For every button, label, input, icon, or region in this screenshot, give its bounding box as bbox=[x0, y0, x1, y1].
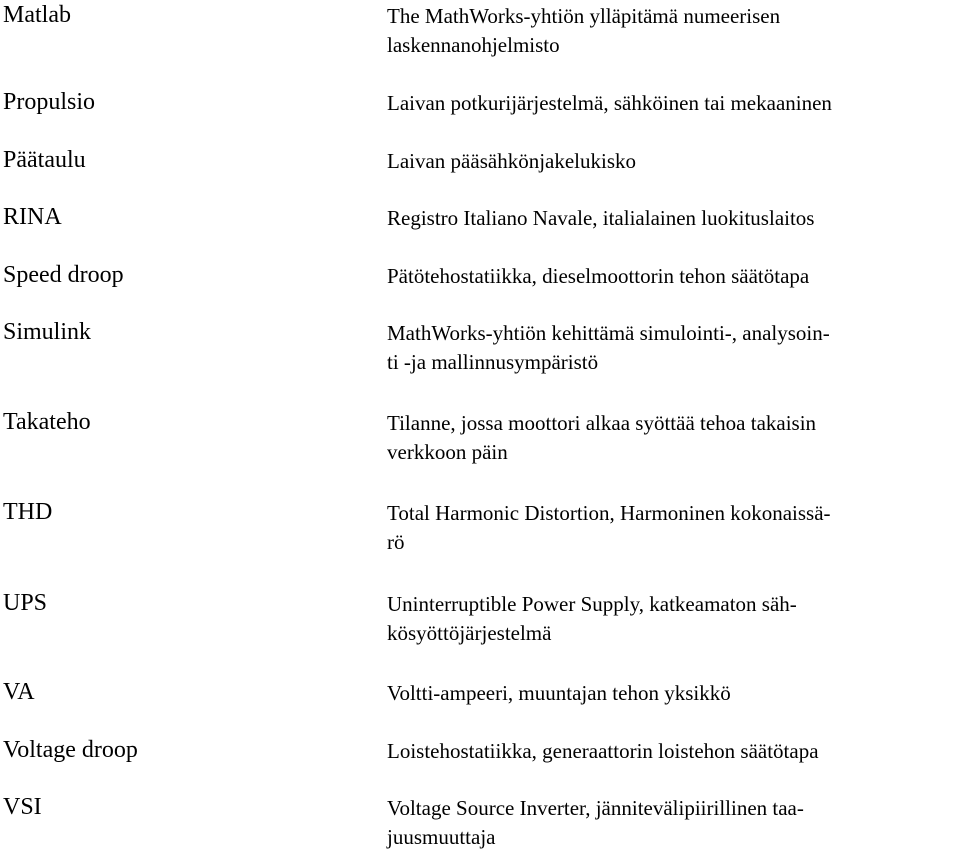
definition-line: rö bbox=[387, 529, 405, 554]
definition bbox=[387, 147, 952, 176]
definition-line: Voltti-ampeeri, muuntajan tehon yksikkö bbox=[387, 681, 731, 705]
definition bbox=[387, 2, 952, 59]
definition bbox=[387, 499, 952, 556]
definition-line: Loistehostatiikka, generaattorin loistehon säätötapa bbox=[387, 739, 819, 763]
term: Takateho bbox=[3, 409, 91, 435]
definition-line: Laivan pääsähkönjakelukisko bbox=[387, 149, 637, 173]
definition-line: ti -ja mallinnusympäristö bbox=[387, 349, 599, 374]
definition-line: Laivan potkurijärjestelmä, sähköinen tai mekaaninen bbox=[387, 91, 832, 115]
definition-line: The MathWorks-yhtiön ylläpitämä numeerisen bbox=[387, 4, 781, 28]
term: Voltage droop bbox=[3, 737, 138, 763]
definition-line: laskennanohjelmisto bbox=[387, 32, 560, 57]
definition-line: Pätötehostatiikka, dieselmoottorin tehon säätötapa bbox=[387, 264, 810, 288]
definition bbox=[387, 89, 952, 118]
definition-line: Registro Italiano Navale, italialainen luokituslaitos bbox=[387, 206, 815, 230]
definition bbox=[387, 679, 952, 708]
definition-line: Voltage Source Inverter, jännitevälipiirillinen taa- bbox=[387, 796, 804, 820]
term: RINA bbox=[3, 204, 62, 230]
definition bbox=[387, 319, 952, 376]
term: VA bbox=[3, 679, 35, 705]
definition bbox=[387, 262, 952, 291]
term: Päätaulu bbox=[3, 147, 86, 173]
definition bbox=[387, 590, 952, 647]
definition-line: verkkoon päin bbox=[387, 439, 508, 464]
definition-line: juusmuuttaja bbox=[387, 824, 496, 849]
term: Propulsio bbox=[3, 89, 96, 115]
definition bbox=[387, 794, 952, 851]
definition-line: Tilanne, jossa moottori alkaa syöttää tehoa takaisin bbox=[387, 411, 817, 435]
definition-line: MathWorks-yhtiön kehittämä simulointi-, analysoin- bbox=[387, 321, 830, 345]
definition bbox=[387, 204, 952, 233]
definition bbox=[387, 737, 952, 766]
term: Speed droop bbox=[3, 262, 124, 288]
term: VSI bbox=[3, 794, 42, 820]
term: Simulink bbox=[3, 319, 92, 345]
term: THD bbox=[3, 499, 53, 525]
term: Matlab bbox=[3, 2, 71, 28]
definition-line: Total Harmonic Distortion, Harmoninen kokonaissä- bbox=[387, 501, 831, 525]
term: UPS bbox=[3, 590, 48, 616]
definition-line: kösyöttöjärjestelmä bbox=[387, 620, 552, 645]
definition bbox=[387, 409, 952, 466]
definition-line: Uninterruptible Power Supply, katkeamaton säh- bbox=[387, 592, 797, 616]
